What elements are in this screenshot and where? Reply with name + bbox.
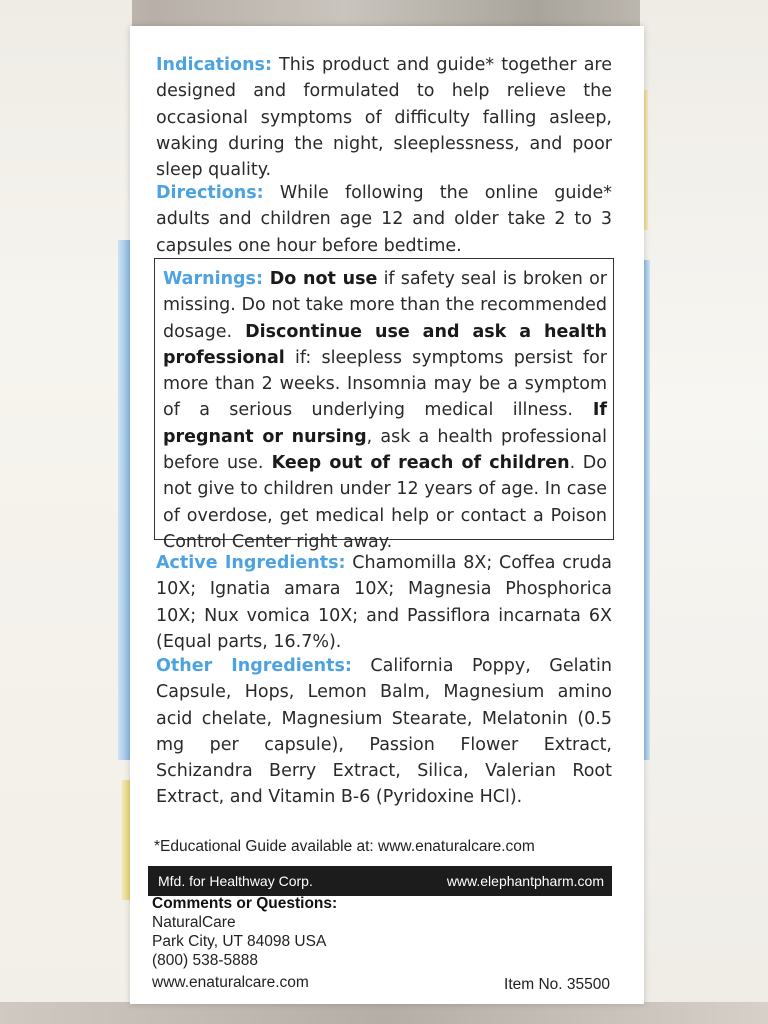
directions-section [156,180,612,259]
warning-text-2: if: sleepless symptoms persist for more than 2 weeks. Insomnia may be a symptom of a serious underlying medical illness. [163,347,607,421]
contact-phone: (800) 538-5888 [152,952,258,969]
other-ingredients-section [156,653,612,811]
other-ingredients-heading: Other Ingredients: [156,656,352,676]
contact-name: NaturalCare [152,914,236,931]
manufacturer-name: Mfd. for Healthway Corp. [158,873,313,889]
manufacturer-bar [148,866,612,896]
contact-title: Comments or Questions: [152,895,338,912]
warnings-section [163,266,607,555]
warning-keep-out-of-reach: Keep out of reach of children [263,453,570,474]
other-ingredients-text: California Poppy, Gelatin Capsule, Hops, Lemon Balm, Magnesium amino acid chelate, Magnesium Stearate, Melatonin (0.5 mg per capsule), Passion Flower Extract, Schizandra Berry Extract, Silica, Valerian Root Extract, and Vitamin B-6 (Pyridoxine HCl). [156,656,612,808]
active-ingredients-text: Chamomilla 8X; Coffea cruda 10X; Ignatia amara 10X; Magnesia Phosphorica 10X; Nux vomica 10X; and Passiflora incarnata 6X (Equal parts, 16.7%). [156,553,612,652]
contact-website: www.enaturalcare.com [152,974,309,991]
box-right-side [640,0,768,1024]
item-number: Item No. 35500 [504,976,610,993]
active-ingredients-heading: Active Ingredients: [156,553,346,573]
warnings-heading: Warnings: [163,269,263,289]
active-ingredients-section [156,550,612,655]
directions-heading: Directions: [156,183,264,203]
warning-discontinue: Discontinue use and ask a health professional [163,321,607,368]
contact-address: Park City, UT 84098 USA [152,933,327,950]
warning-do-not-use: Do not use [262,269,378,289]
indications-section [156,52,612,183]
box-bottom-edge [0,1002,768,1024]
warning-text-1: if safety seal is broken or missing. Do not take more than the recommended dosage. [163,269,607,342]
box-left-side [0,0,132,1024]
warning-text-3: , ask a health professional before use. [163,426,607,474]
manufacturer-website: www.elephantpharm.com [446,873,604,889]
indications-heading: Indications: [156,55,272,75]
warning-text-4: . Do not give to children under 12 years of age. In case of overdose, get medical help or contact a Poison Control Center right away. [163,453,607,552]
indications-text: This product and guide* together are designed and formulated to help relieve the occasional symptoms of difficulty falling asleep, waking during the night, sleeplessness, and poor sleep quality. [156,55,612,181]
guide-note: *Educational Guide available at: www.enaturalcare.com [154,838,535,855]
warning-pregnant: If pregnant or nursing [163,400,608,447]
directions-text: While following the online guide* adults and children age 12 and older take 2 to 3 capsules one hour before bedtime. [156,183,612,256]
